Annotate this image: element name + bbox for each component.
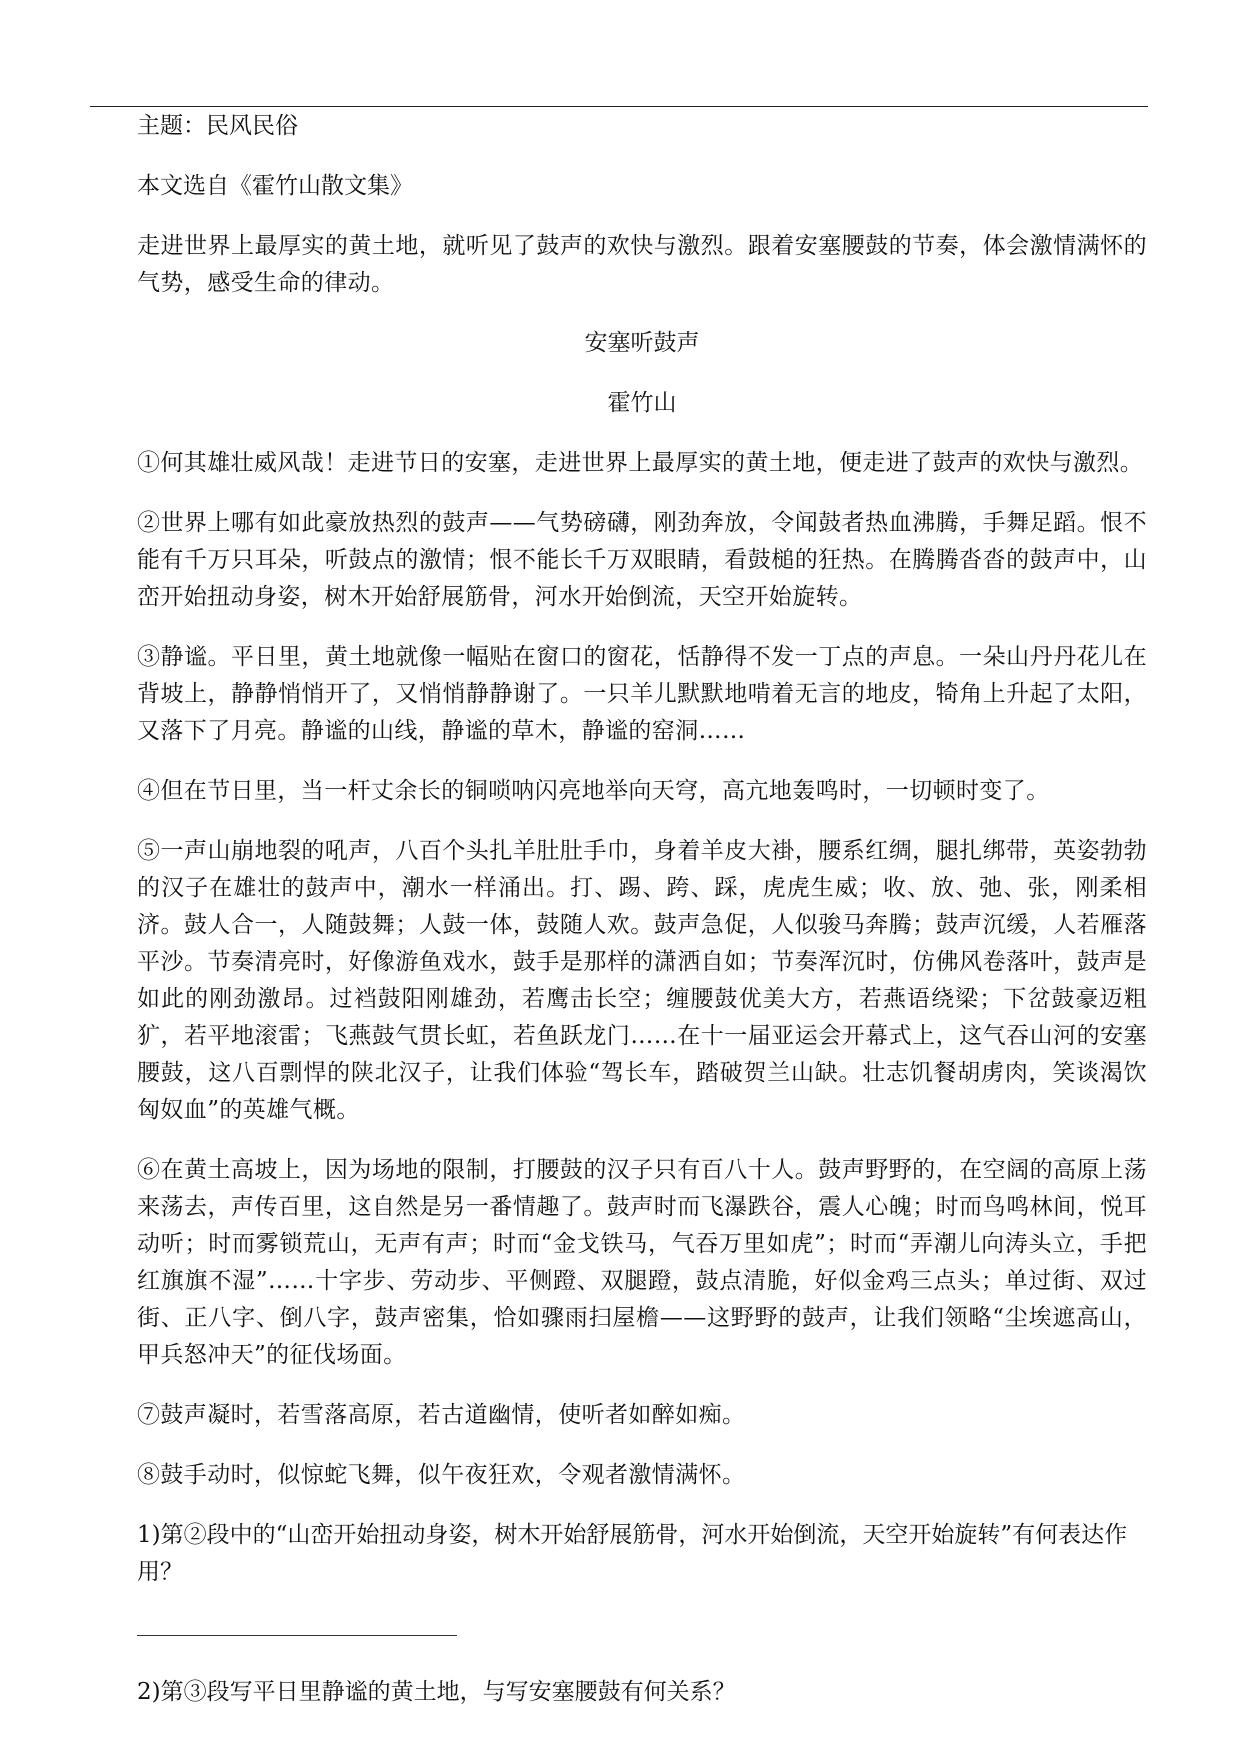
article-title: 安塞听鼓声 (584, 330, 700, 356)
article-paragraphs (137, 445, 1147, 1494)
paragraph-7: ⑦鼓声凝时，若雪落高原，若古道幽情，使听者如醉如痴。 (137, 1402, 746, 1428)
paragraph-3: ③静谧。平日里，黄土地就像一幅贴在窗口的窗花，恬静得不发一丁点的声息。一朵山丹丹花儿在背坡上，静静悄悄开了，又悄悄静静谢了。一只羊儿默默地啃着无言的地皮，犄角上升起了太阳，又落下了月亮。静谧的山线，静谧的草木，静谧的窑洞…… (137, 644, 1147, 744)
document-body (137, 108, 1147, 1734)
paragraph-6: ⑥在黄土高坡上，因为场地的限制，打腰鼓的汉子只有百八十人。鼓声野野的，在空阔的高原上荡来荡去，声传百里，这自然是另一番情趣了。鼓声时而飞瀑跌谷，震人心魄；时而鸟鸣林间，悦耳动听；时而雾锁荒山，无声有声；时而“金戈铁马，气吞万里如虎”；时而“弄潮儿向涛头立，手把红旗旗不湿”……十字步、劳动步、平侧蹬、双腿蹬，鼓点清脆，好似金鸡三点头；单过街、双过街、正八字、倒八字，鼓声密集，恰如骤雨扫屋檐——这野野的鼓声，让我们领略“尘埃遮高山，甲兵怒冲天”的征伐场面。 (137, 1157, 1147, 1368)
paragraph-8: ⑧鼓手动时，似惊蛇飞舞，似午夜狂欢，令观者激情满怀。 (137, 1462, 746, 1488)
paragraph-4: ④但在节日里，当一杆丈余长的铜唢呐闪亮地举向天穹，高亢地轰鸣时，一切顿时变了。 (137, 778, 1050, 804)
question-2: 2)第③段写平日里静谧的黄土地，与写安塞腰鼓有何关系？ (137, 1679, 736, 1705)
intro-paragraph: 走进世界上最厚实的黄土地，就听见了鼓声的欢快与激烈。跟着安塞腰鼓的节奏，体会激情满怀的气势，感受生命的律动。 (137, 233, 1147, 296)
theme-line: 主题：民风民俗 (137, 113, 298, 139)
paragraph-1: ①何其雄壮威风哉！走进节日的安塞，走进世界上最厚实的黄土地，便走进了鼓声的欢快与激烈。 (137, 450, 1144, 476)
paragraph-5: ⑤一声山崩地裂的吼声，八百个头扎羊肚肚手巾，身着羊皮大褂，腰系红绸，腿扎绑带，英姿勃勃的汉子在雄壮的鼓声中，潮水一样涌出。打、踢、跨、踩，虎虎生威；收、放、弛、张，刚柔相济。鼓人合一，人随鼓舞；人鼓一体，鼓随人欢。鼓声急促，人似骏马奔腾；鼓声沉缓，人若雁落平沙。节奏清亮时，好像游鱼戏水，鼓手是那样的潇洒自如；节奏浑沉时，仿佛风卷落叶，鼓声是如此的刚劲激昂。过裆鼓阳刚雄劲，若鹰击长空；缠腰鼓优美大方，若燕语绕梁；下岔鼓豪迈粗犷，若平地滚雷；飞燕鼓气贯长虹，若鱼跃龙门……在十一届亚运会开幕式上，这气吞山河的安塞腰鼓，这八百剽悍的陕北汉子，让我们体验“驾长车，踏破贺兰山缺。壮志饥餐胡虏肉，笑谈渴饮匈奴血”的英雄气概。 (137, 838, 1147, 1123)
header-rule (90, 106, 1148, 107)
question-1: 1)第②段中的“山峦开始扭动身姿，树木开始舒展筋骨，河水开始倒流，天空开始旋转”有何表达作用？ (137, 1522, 1128, 1585)
paragraph-2: ②世界上哪有如此豪放热烈的鼓声——气势磅礴，刚劲奔放，令闻鼓者热血沸腾，手舞足蹈。恨不能有千万只耳朵，听鼓点的激情；恨不能长千万双眼睛，看鼓槌的狂热。在腾腾沓沓的鼓声中，山峦开始扭动身姿，树木开始舒展筋骨，河水开始倒流，天空开始旋转。 (137, 510, 1147, 610)
article-author: 霍竹山 (607, 390, 677, 416)
source-line: 本文选自《霍竹山散文集》 (137, 173, 413, 199)
answer-line-1[interactable] (137, 1635, 457, 1636)
